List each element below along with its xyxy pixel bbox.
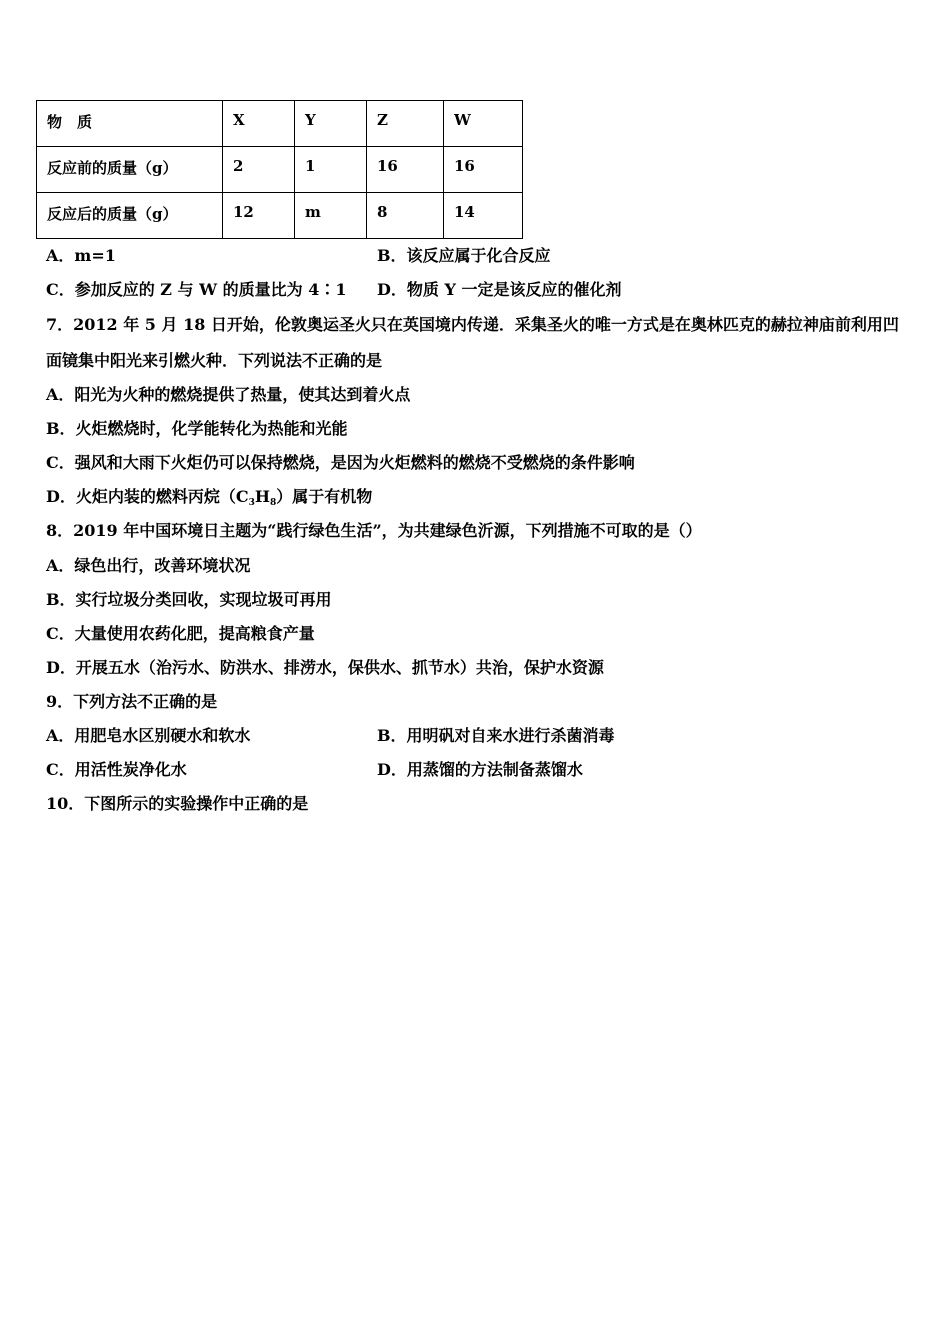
q8-option-d: D．开展五水（治污水、防洪水、排涝水，保供水、抓节水）共治，保护水资源 [46, 658, 604, 677]
q9-option-c: C．用活性炭净化水 [46, 760, 187, 779]
table-cell: 14 [444, 193, 523, 239]
table-cell: 8 [367, 193, 444, 239]
table-cell: 2 [223, 147, 295, 193]
table-row [37, 147, 523, 193]
q7-d-mid: H [254, 487, 271, 506]
mass-table [36, 100, 523, 239]
table-cell: 1 [295, 147, 367, 193]
q6-option-d: D．物质 Y 一定是该反应的催化剂 [377, 280, 622, 299]
q6-option-b: B．该反应属于化合反应 [377, 246, 551, 265]
table-cell: 反应后的质量（g） [37, 193, 223, 239]
table-cell: Z [367, 101, 444, 147]
table-cell: 物 质 [37, 101, 223, 147]
q7-d-sub1: 3 [248, 498, 255, 508]
q8-option-a: A．绿色出行，改善环境状况 [46, 556, 251, 575]
q9-option-a: A．用肥皂水区别硬水和软水 [46, 726, 251, 745]
q7-option-b: B．火炬燃烧时，化学能转化为热能和光能 [46, 419, 348, 438]
q7-stem-line2: 面镜集中阳光来引燃火种．下列说法不正确的是 [46, 351, 383, 370]
q7-option-c: C．强风和大雨下火炬仍可以保持燃烧，是因为火炬燃料的燃烧不受燃烧的条件影响 [46, 453, 635, 472]
table-cell: 反应前的质量（g） [37, 147, 223, 193]
q8-stem: 8．2019 年中国环境日主题为“践行绿色生活”，为共建绿色沂源，下列措施不可取的是（） [46, 521, 702, 540]
q8-option-b: B．实行垃圾分类回收，实现垃圾可再用 [46, 590, 332, 609]
q8-option-c: C．大量使用农药化肥，提高粮食产量 [46, 624, 315, 643]
table-cell: Y [295, 101, 367, 147]
table-cell: X [223, 101, 295, 147]
table-cell: W [444, 101, 523, 147]
q9-option-b: B．用明矾对自来水进行杀菌消毒 [377, 726, 615, 745]
q9-stem: 9．下列方法不正确的是 [46, 692, 218, 711]
table-cell: m [295, 193, 367, 239]
q7-d-sub2: 8 [270, 498, 277, 508]
q7-d-post: ）属于有机物 [276, 487, 373, 506]
table-cell: 16 [367, 147, 444, 193]
table-row [37, 193, 523, 239]
q7-stem-line1: 7．2012 年 5 月 18 日开始，伦敦奥运圣火只在英国境内传递．采集圣火的唯一方式是在奥林匹克的赫拉神庙前利用凹 [46, 315, 899, 334]
q6-option-c: C．参加反应的 Z 与 W 的质量比为 4∶1 [46, 280, 347, 299]
q9-option-d: D．用蒸馏的方法制备蒸馏水 [377, 760, 583, 779]
q7-option-d [46, 487, 372, 513]
table-cell: 16 [444, 147, 523, 193]
table-cell: 12 [223, 193, 295, 239]
q6-option-a: A．m=1 [46, 246, 116, 265]
q7-option-a: A．阳光为火种的燃烧提供了热量，使其达到着火点 [46, 385, 411, 404]
q7-d-text: D．火炬内装的燃料丙烷（C [46, 487, 249, 506]
q10-stem: 10．下图所示的实验操作中正确的是 [46, 794, 309, 813]
table-header-row [37, 101, 523, 147]
